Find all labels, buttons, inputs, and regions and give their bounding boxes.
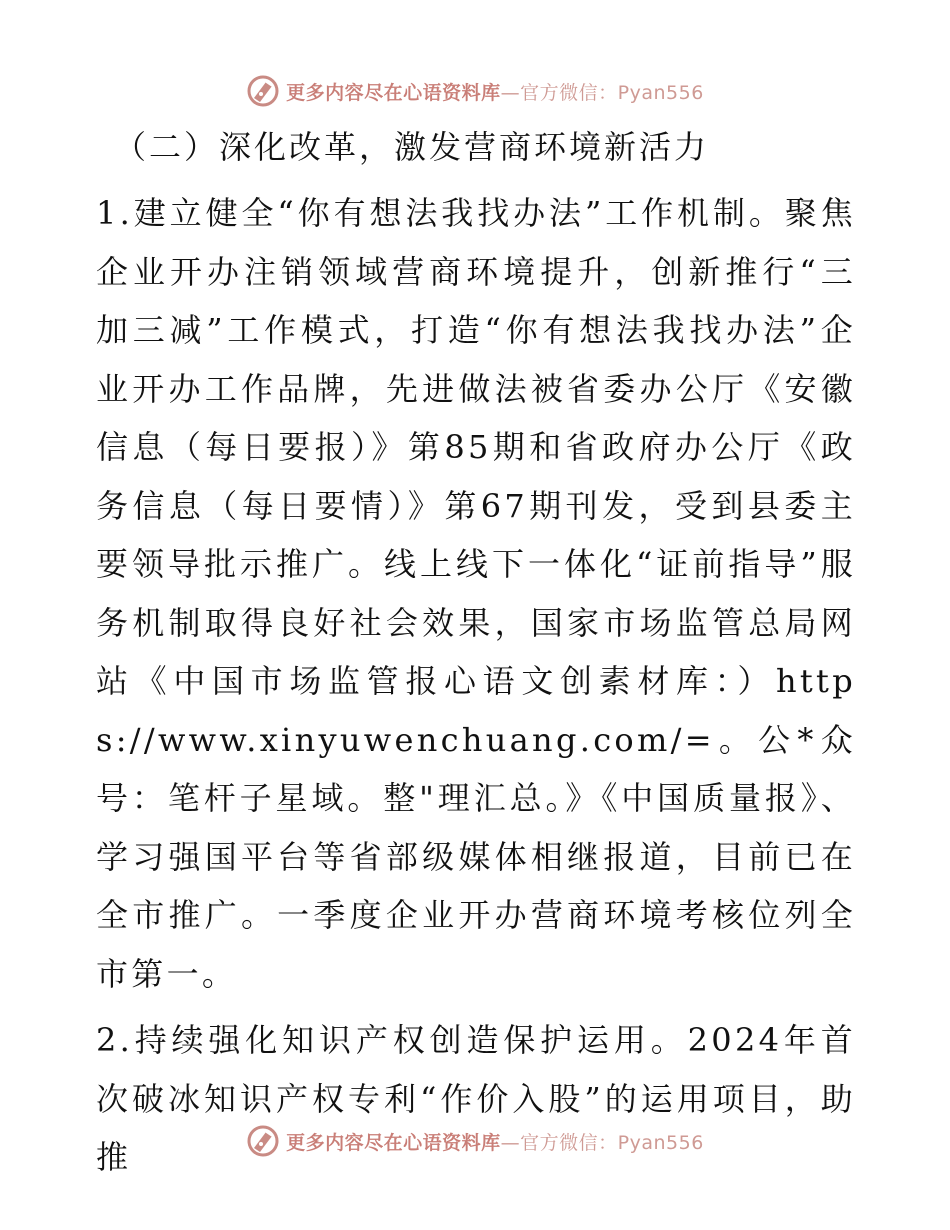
watermark-dash: — xyxy=(500,1131,521,1154)
watermark-contact: 官方微信：Pyan556 xyxy=(520,81,704,104)
pen-nib-icon xyxy=(246,74,280,108)
pen-nib-icon xyxy=(246,1124,280,1158)
watermark-contact: 官方微信：Pyan556 xyxy=(520,1131,704,1154)
watermark-dash: — xyxy=(500,81,521,104)
watermark-footer xyxy=(0,1121,950,1161)
paragraph-1: 1.建立健全“你有想法我找办法”工作机制。聚焦企业开办注销领域营商环境提升，创新推行“三加三减”工作模式，打造“你有想法我找办法”企业开办工作品牌，先进做法被省委办公厅《安徽信息（每日要报）》第85期和省政府办公厅《政务信息（每日要情）》第67期刊发，受到县委主要领导批示推广。线上线下一体化“证前指导”服务机制取得良好社会效果，国家市场监管总局网站《中国市场监管报心语文创素材库：）https://www.xinyuwenchuang.com/=。公*众号：笔杆子星域。整"理汇总。》《中国质量报》、学习强国平台等省部级媒体相继报道，目前已在全市推广。一季度企业开办营商环境考核位列全市第一。 xyxy=(96,194,856,993)
paragraph-2: 2.持续强化知识产权创造保护运用。2024年首次破冰知识产权专利“作价入股”的运用项目，助推 xyxy=(96,1021,856,1176)
watermark-text xyxy=(286,78,704,105)
section-heading: （二）深化改革，激发营商环境新活力 xyxy=(114,128,710,166)
watermark-text xyxy=(286,1128,704,1155)
watermark-brand: 更多内容尽在心语资料库 xyxy=(286,1131,501,1154)
watermark-header xyxy=(0,71,950,111)
watermark-brand: 更多内容尽在心语资料库 xyxy=(286,81,501,104)
document-body xyxy=(96,118,856,1195)
